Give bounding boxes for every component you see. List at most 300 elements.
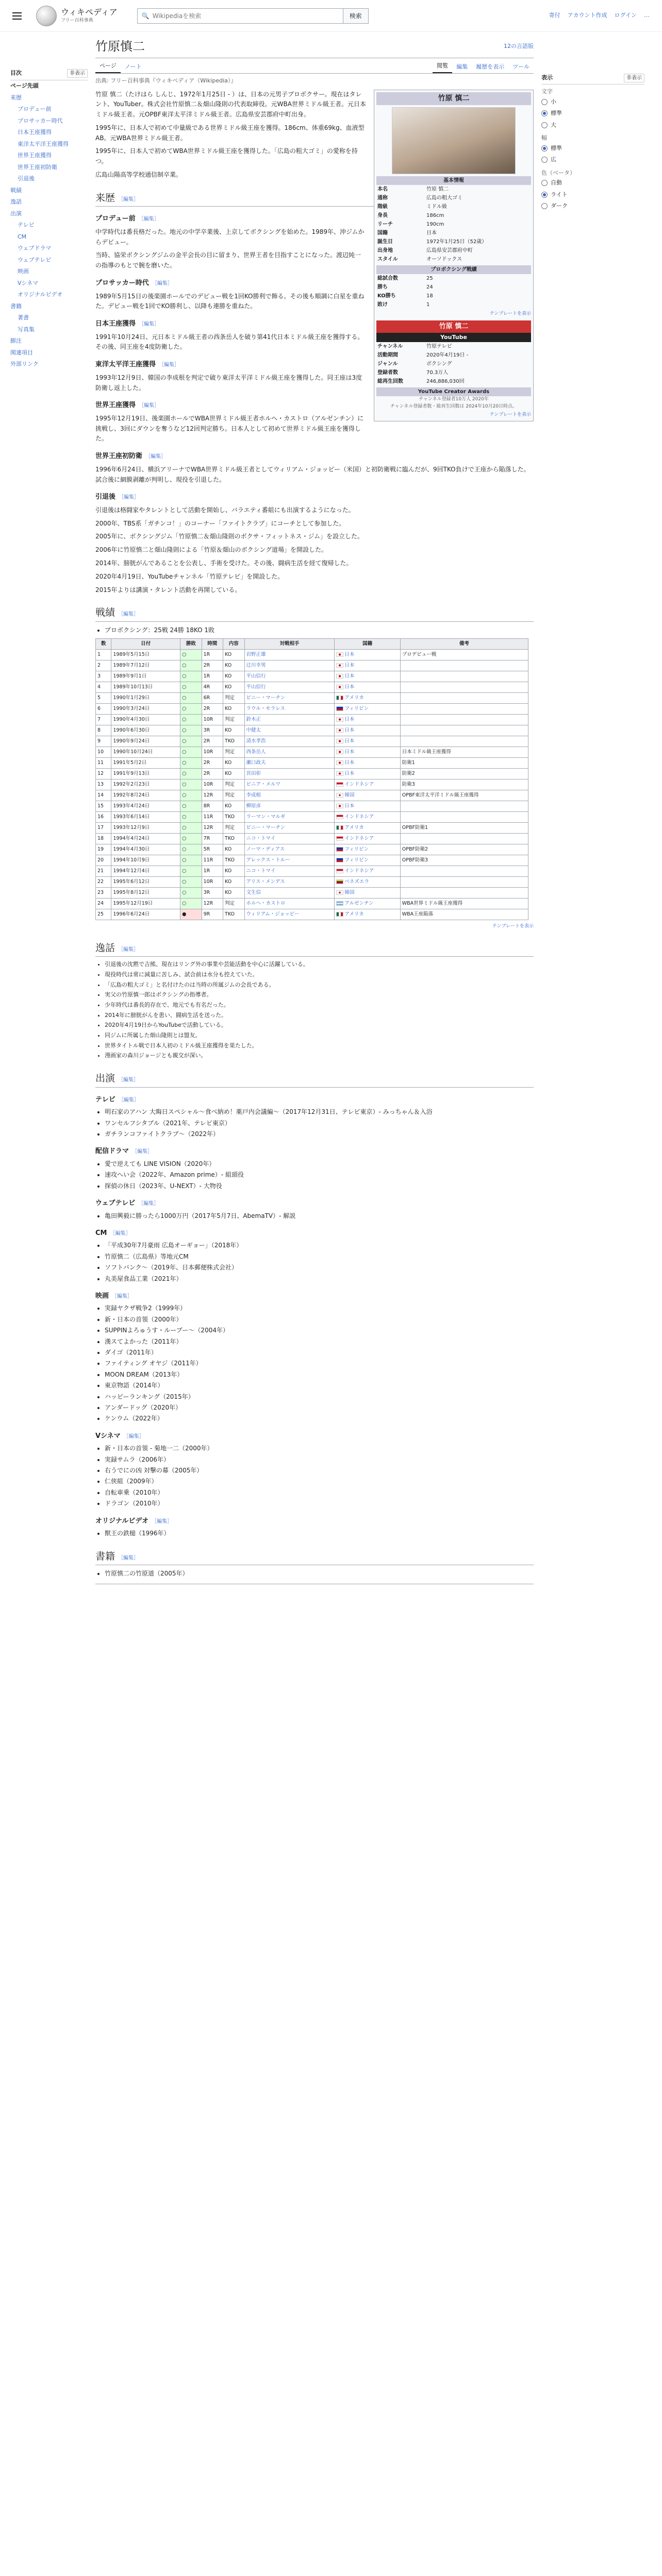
nationality-link[interactable]: フィリピン [344, 846, 369, 853]
opponent-link[interactable]: ピニア・メルワ [246, 782, 281, 788]
toc-item-link[interactable]: オリジナルビデオ [18, 291, 63, 298]
table-cell: 14 [96, 790, 111, 801]
table-cell: 1992年8月24日 [111, 790, 180, 801]
toc-item[interactable] [10, 243, 88, 255]
text-small-option[interactable]: 小 [541, 96, 644, 108]
infobox-row-value: 広島県安芸郡府中町 [426, 247, 473, 253]
toc-item-link[interactable]: 東洋太平洋王座獲得 [18, 140, 69, 147]
table-cell: 判定 [223, 693, 244, 704]
table-cell: 6 [96, 704, 111, 715]
record-template-link[interactable]: テンプレートを表示 [492, 924, 534, 929]
infobox-template-link[interactable]: テンプレートを表示 [489, 311, 531, 316]
edit-link[interactable]: ［編集］ [123, 1433, 144, 1439]
infobox-row-value: 竹原テレビ [426, 344, 452, 349]
tab-page[interactable]: ページ [95, 60, 121, 74]
toc-item-link[interactable]: プロデュー前 [18, 106, 52, 112]
table-cell[interactable] [244, 715, 335, 725]
table-cell[interactable] [244, 909, 335, 920]
film-item: • MOON DREAM（2013年） [105, 1369, 534, 1380]
opponent-link[interactable]: ニコ・トマイ [246, 836, 276, 842]
table-cell: 8 [96, 725, 111, 736]
table-cell: 9R [202, 909, 223, 920]
text-standard-option[interactable]: 標準 [541, 108, 644, 120]
table-cell[interactable] [244, 671, 335, 682]
tab-talk[interactable]: ノート [124, 63, 142, 70]
table-cell: KO [223, 866, 244, 877]
table-row [96, 801, 528, 812]
vcinema-item: • ドラゴン（2010年） [105, 1498, 534, 1509]
table-cell[interactable] [244, 693, 335, 704]
opponent-link[interactable]: 柳原彦 [246, 803, 261, 809]
nationality-link[interactable]: 日本 [344, 717, 355, 723]
nationality-link[interactable]: 韓国 [344, 890, 355, 896]
table-cell: ● [180, 909, 202, 920]
opponent-link[interactable]: ラウル・モラレス [246, 706, 285, 712]
infobox-row [376, 368, 531, 377]
table-cell [335, 866, 400, 877]
portrait-photo[interactable] [392, 107, 516, 174]
toc-item[interactable] [10, 335, 88, 347]
edit-link[interactable]: ［編集］ [112, 1293, 133, 1299]
infobox-row [376, 246, 531, 255]
site-name: ウィキペディア [61, 7, 118, 17]
table-cell[interactable] [244, 834, 335, 844]
opponent-link[interactable]: 鈴木正 [246, 717, 261, 723]
nationality-link[interactable]: アメリカ [344, 695, 364, 701]
table-cell: KO [223, 660, 244, 671]
infobox-row-key: 登録者数 [377, 370, 398, 376]
toc-item-link[interactable]: ウェブテレビ [18, 256, 52, 263]
toc-item-link[interactable]: テレビ [18, 222, 35, 228]
edit-link[interactable]: ［編集］ [132, 1149, 153, 1155]
opponent-link[interactable]: アレックス・トルー [246, 857, 290, 863]
color-dark-option[interactable]: ダーク [541, 200, 644, 212]
nationality-link[interactable]: ベネズエラ [344, 879, 369, 885]
nationality-link[interactable]: アメリカ [344, 911, 364, 918]
infobox-row-value: 竹原 慎二 [426, 186, 449, 192]
text-large-option[interactable]: 大 [541, 120, 644, 131]
globe-icon [36, 6, 57, 26]
nationality-link[interactable]: インドネシア [344, 836, 374, 842]
table-row [96, 758, 528, 769]
table-cell[interactable] [244, 736, 335, 747]
table-cell: 1994年4月30日 [111, 844, 180, 855]
edit-link[interactable]: ［編集］ [118, 612, 139, 618]
para: 2000年、TBS系「ガチンコ！」のコーナー「ファイトクラブ」にコーチとして参加した。 [95, 519, 345, 527]
wikipedia-logo[interactable] [36, 6, 118, 26]
edit-link[interactable]: ［編集］ [138, 216, 159, 223]
infobox-row-value: ミドル級 [426, 204, 447, 210]
more-icon[interactable]: … [644, 12, 650, 19]
table-row [96, 682, 528, 693]
edit-link[interactable]: ［編集］ [118, 1555, 139, 1561]
page-tagline: 出典: フリー百科事典『ウィキペディア（Wikipedia）』 [95, 77, 237, 84]
para: 2014年、膀胱がんであることを公表し、手術を受けた。その後、闘病生活を経て復帰した。 [95, 560, 353, 567]
infobox-row-value: 70.3万人 [426, 370, 449, 376]
infobox-row-key: 階級 [377, 204, 388, 210]
table-cell: 3 [96, 671, 111, 682]
table-cell [400, 877, 528, 888]
table-cell: KO [223, 801, 244, 812]
edit-link[interactable]: ［編集］ [118, 946, 139, 953]
edit-link[interactable]: ［編集］ [118, 1077, 139, 1083]
film-list [105, 1303, 534, 1423]
opponent-link[interactable]: ノーマ・ディアス [246, 846, 285, 853]
toc-item[interactable] [10, 278, 88, 290]
table-cell [335, 888, 400, 899]
table-cell [335, 736, 400, 747]
film-item: • アンダードッグ（2020年） [105, 1402, 534, 1413]
flag-icon [336, 890, 343, 895]
toc-item[interactable] [10, 324, 88, 336]
table-cell[interactable] [244, 823, 335, 834]
vcinema-item: • 実録サムラ（2006年） [105, 1454, 534, 1465]
table-cell: ○ [180, 801, 202, 812]
nationality-link[interactable]: インドネシア [344, 782, 374, 788]
toc-item-link[interactable]: 関連項目 [10, 349, 33, 356]
edit-link[interactable]: ［編集］ [110, 1230, 131, 1236]
table-cell[interactable] [244, 888, 335, 899]
edit-link[interactable]: ［編集］ [145, 454, 167, 460]
section-career: 来歴 ［編集］ [95, 191, 534, 207]
table-cell: OPBF防衛1 [400, 823, 528, 834]
top-bar [0, 0, 662, 32]
infobox-row-value: 25 [426, 275, 433, 281]
table-row [96, 844, 528, 855]
table-cell [335, 747, 400, 758]
nationality-link[interactable]: インドネシア [344, 814, 374, 820]
toc-item[interactable] [10, 312, 88, 324]
width-standard-option[interactable]: 標準 [541, 143, 644, 155]
section-opbf: 東洋太平洋王座獲得 ［編集］ [95, 361, 180, 369]
table-cell: 1990年1月29日 [111, 693, 180, 704]
infobox-row [376, 351, 531, 360]
infobox-pro-header: プロボクシング戦績 [376, 265, 531, 274]
edit-link[interactable]: ［編集］ [139, 403, 160, 409]
table-cell: 12R [202, 823, 223, 834]
para: 1989年5月15日の後楽園ホールでのデビュー戦を1回KO勝利で飾る。その後も順調に白星を重ねた。デビュー戦を1回でKO勝利し、以降も連勝を重ねた。 [95, 292, 365, 310]
toc-item[interactable] [10, 347, 88, 359]
infobox-row-key: 敗け [377, 301, 388, 308]
opponent-link[interactable]: 清水孝浩 [246, 738, 266, 744]
toc-item-link[interactable]: ウェブドラマ [18, 245, 52, 251]
table-cell: 1995年8月12日 [111, 888, 180, 899]
table-cell [400, 725, 528, 736]
nationality-link[interactable]: インドネシア [344, 868, 374, 874]
main-menu-button[interactable] [12, 9, 27, 23]
nationality-link[interactable]: 日本 [344, 738, 355, 744]
login-link[interactable]: ログイン [614, 12, 637, 19]
flag-icon [336, 685, 343, 689]
table-cell: 1993年4月24日 [111, 801, 180, 812]
toc-item[interactable] [10, 80, 88, 92]
flag-icon [336, 912, 343, 917]
youtube-award: YouTube Creator Awards [376, 387, 531, 396]
table-row [96, 888, 528, 899]
section-ov: オリジナルビデオ ［編集］ [95, 1517, 173, 1525]
nationality-link[interactable]: アメリカ [344, 825, 364, 831]
toc-item[interactable] [10, 219, 88, 231]
infobox-basic-header: 基本情報 [376, 176, 531, 185]
toc-item-link[interactable]: 写真集 [18, 326, 35, 333]
table-row [96, 812, 528, 823]
youtube-template-link[interactable]: テンプレートを表示 [489, 412, 531, 417]
table-cell: ○ [180, 769, 202, 779]
section-cm: CM ［編集］ [95, 1229, 131, 1237]
flag-icon [336, 879, 343, 884]
toc-item-link[interactable]: Vシネマ [18, 279, 39, 286]
youtube-header: 竹原 慎二 [376, 320, 531, 333]
para: 1995年12月19日、後楽園ホールでWBA世界ミドル級王者ホルヘ・カストロ（アルゼンチン）に挑戦し、3回にダウンを奪うなど12回判定勝ち。日本人として初めて世界ミドル級王座を獲得した。 [95, 414, 364, 443]
table-cell: 1994年4月24日 [111, 834, 180, 844]
toc-item[interactable] [10, 196, 88, 208]
table-cell: 11R [202, 812, 223, 823]
edit-link[interactable]: ［編集］ [118, 196, 139, 202]
donate-link[interactable]: 寄付 [549, 12, 560, 19]
table-cell[interactable] [244, 790, 335, 801]
nationality-link[interactable]: 日本 [344, 771, 355, 777]
toc-item-link[interactable]: 来歴 [10, 94, 22, 101]
toc-item-link[interactable]: ページ先頭 [10, 82, 39, 89]
width-wide-option[interactable]: 広 [541, 154, 644, 166]
toc-item-link[interactable]: 出演 [10, 210, 22, 217]
tab-tools[interactable]: ツール [512, 63, 529, 70]
table-cell: 17 [96, 823, 111, 834]
flag-icon [336, 717, 343, 722]
table-cell[interactable] [244, 812, 335, 823]
section-record: 戦績 ［編集］ [95, 605, 534, 622]
table-row [96, 877, 528, 888]
table-cell: 10R [202, 715, 223, 725]
para: 1993年12月9日、韓国の李成根を判定で破り東洋太平洋ミドル級王座を獲得した。同王座は3度防衛し返上した。 [95, 374, 362, 392]
toc-item[interactable] [10, 359, 88, 370]
nationality-link[interactable]: フィリピン [344, 706, 369, 712]
opponent-link[interactable]: ビニー・マーチン [246, 695, 286, 701]
table-cell: 日本ミドル級王座獲得 [400, 747, 528, 758]
table-cell [400, 801, 528, 812]
table-cell[interactable] [244, 844, 335, 855]
table-cell[interactable] [244, 758, 335, 769]
section-japan: 日本王座獲得 ［編集］ [95, 320, 160, 328]
opponent-link[interactable]: ビニー・マーチン [246, 825, 286, 831]
anecdote-item: • 少年時代は番長的存在で、地元でも有名だった。 [105, 1001, 534, 1010]
anecdote-item: • 漫画家の森川ジョージとも親交が深い。 [105, 1051, 534, 1061]
opponent-link[interactable]: 岩野正雄 [246, 652, 266, 658]
table-row [96, 747, 528, 758]
appearance-hide-button[interactable]: 非表示 [624, 74, 644, 82]
infobox [374, 90, 534, 421]
toc-item[interactable] [10, 127, 88, 139]
ov-item: • 獣王の鉄槌（1996年） [105, 1528, 534, 1538]
toc-item[interactable] [10, 115, 88, 127]
table-cell: ○ [180, 693, 202, 704]
table-cell: 12R [202, 790, 223, 801]
flag-icon [336, 706, 343, 711]
table-cell: 5 [96, 693, 111, 704]
toc-item-link[interactable]: 引退後 [18, 175, 35, 182]
opponent-link[interactable]: 瀬口政夫 [246, 760, 266, 766]
infobox-row [376, 283, 531, 292]
table-cell [400, 671, 528, 682]
toc-item[interactable] [10, 139, 88, 150]
toc-item-link[interactable]: 世界王座初防衛 [18, 163, 57, 171]
table-cell [400, 812, 528, 823]
nationality-link[interactable]: アルゼンチン [344, 901, 374, 907]
table-header: 時間 [202, 639, 223, 650]
toc-item-link[interactable]: 世界王座獲得 [18, 152, 52, 159]
tab-edit[interactable]: 編集 [456, 63, 468, 70]
table-cell: OPBF防衛2 [400, 844, 528, 855]
opponent-link[interactable]: 辻川幸男 [246, 663, 266, 669]
toc-item[interactable] [10, 150, 88, 162]
nationality-link[interactable]: 日本 [344, 684, 355, 690]
table-cell[interactable] [244, 725, 335, 736]
infobox-row-key: 通称 [377, 195, 388, 201]
infobox-pro-rows [376, 274, 531, 309]
toc-item-link[interactable]: 逸話 [10, 198, 22, 205]
table-cell: 1992年2月23日 [111, 779, 180, 790]
opponent-link[interactable]: ウィリアム・ジョッピー [246, 911, 300, 918]
table-row [96, 671, 528, 682]
table-header: 勝敗 [180, 639, 202, 650]
infobox-row [376, 292, 531, 300]
nationality-link[interactable]: 日本 [344, 673, 355, 680]
search-button[interactable]: 検索 [343, 8, 369, 24]
table-cell: ○ [180, 899, 202, 909]
toc-item-link[interactable]: 書籍 [10, 302, 22, 310]
nationality-link[interactable]: フィリピン [344, 857, 369, 863]
table-cell[interactable] [244, 704, 335, 715]
opponent-link[interactable]: 平山信行 [246, 673, 266, 680]
opponent-link[interactable]: ラーマン・マルギ [246, 814, 286, 820]
opponent-link[interactable]: 李成根 [246, 792, 261, 799]
edit-link[interactable]: ［編集］ [152, 1518, 173, 1524]
create-account-link[interactable]: アカウント作成 [567, 12, 607, 19]
section-webtv: ウェブテレビ ［編集］ [95, 1199, 159, 1208]
opponent-link[interactable]: ホルヘ・カストロ [246, 901, 286, 907]
edit-link[interactable]: ［編集］ [118, 1097, 139, 1103]
infobox-row-key: 誕生日 [377, 239, 393, 245]
table-cell: ○ [180, 758, 202, 769]
opponent-link[interactable]: 宮田彰 [246, 771, 261, 777]
toc-item[interactable] [10, 162, 88, 174]
retire-paragraphs [95, 505, 534, 596]
table-cell: ○ [180, 779, 202, 790]
opponent-link[interactable]: アリス・メンデス [246, 879, 285, 885]
table-cell[interactable] [244, 650, 335, 660]
section-prosoccer: プロサッカー時代 ［編集］ [95, 279, 173, 287]
toc-item-link[interactable]: CM [18, 233, 27, 240]
toc-item[interactable] [10, 231, 88, 243]
toc-item-link[interactable]: 映画 [18, 268, 29, 275]
language-button[interactable]: 12の言語版 [504, 42, 534, 49]
table-cell [335, 801, 400, 812]
table-cell[interactable] [244, 801, 335, 812]
toc-item[interactable] [10, 208, 88, 220]
table-cell[interactable] [244, 866, 335, 877]
nationality-link[interactable]: 日本 [344, 749, 355, 755]
toc-item-link[interactable]: 日本王座獲得 [18, 129, 52, 135]
nationality-link[interactable]: 日本 [344, 663, 355, 669]
table-cell [335, 704, 400, 715]
table-cell[interactable] [244, 779, 335, 790]
toc-item[interactable] [10, 173, 88, 185]
toc-item-link[interactable]: 脚注 [10, 337, 22, 344]
toc-item-link[interactable]: 戦績 [10, 187, 22, 194]
tv-item: • 明石家のアハン 大晦日スペシャル〜食べ納め！薬戸内会議編〜（2017年12月31日、テレビ東京）- みっちゃん＆入浴 [105, 1107, 534, 1117]
opponent-link[interactable]: ニコ・トマイ [246, 868, 276, 874]
toc-item[interactable] [10, 266, 88, 278]
table-cell [335, 855, 400, 866]
nationality-link[interactable]: 日本 [344, 760, 355, 766]
opponent-link[interactable]: 西条岳人 [246, 749, 266, 755]
opponent-link[interactable]: 文生信 [246, 890, 261, 896]
edit-link[interactable]: ［編集］ [152, 281, 173, 287]
toc-item[interactable] [10, 301, 88, 313]
table-cell [400, 866, 528, 877]
section-world: 世界王座獲得 ［編集］ [95, 401, 160, 410]
edit-link[interactable]: ［編集］ [119, 495, 140, 501]
toc-item-link[interactable]: プロサッカー時代 [18, 117, 63, 124]
nationality-link[interactable]: 日本 [344, 803, 355, 809]
table-row [96, 650, 528, 660]
table-cell[interactable] [244, 660, 335, 671]
appearance-panel [541, 67, 644, 212]
toc-item[interactable] [10, 255, 88, 266]
opponent-link[interactable]: 平山信行 [246, 684, 266, 690]
nationality-link[interactable]: 日本 [344, 727, 355, 734]
toc-item-link[interactable]: 外部リンク [10, 361, 39, 367]
table-cell[interactable] [244, 769, 335, 779]
toc-hide-button[interactable]: 非表示 [67, 69, 88, 78]
edit-link[interactable]: ［編集］ [138, 1201, 159, 1207]
table-cell[interactable] [244, 855, 335, 866]
toc-item-link[interactable]: 著書 [18, 314, 29, 321]
edit-link[interactable]: ［編集］ [139, 321, 160, 328]
film-item: • ケンウム（2022年） [105, 1413, 534, 1423]
table-row [96, 715, 528, 725]
edit-link[interactable]: ［編集］ [159, 362, 180, 368]
table-cell[interactable] [244, 682, 335, 693]
toc-item[interactable] [10, 289, 88, 301]
table-cell: ○ [180, 855, 202, 866]
site-tagline: フリー百科事典 [61, 18, 93, 24]
table-cell: 1993年12月9日 [111, 823, 180, 834]
table-cell: 判定 [223, 747, 244, 758]
infobox-row [376, 220, 531, 229]
para: 1996年6月24日、横浜アリーナでWBA世界ミドル級王者としてウィリアム・ジョッピー（米国）と初防衛戦に臨んだが、9回TKO負けで王座から陥落した。試合後に網膜剥離が判明し、現役を引退した。 [95, 465, 530, 483]
tab-read[interactable]: 閲覧 [433, 60, 452, 74]
color-auto-option[interactable]: 自動 [541, 177, 644, 189]
opponent-link[interactable]: 中健太 [246, 727, 261, 734]
toc-item[interactable] [10, 104, 88, 115]
table-cell[interactable] [244, 899, 335, 909]
infobox-row [376, 238, 531, 246]
color-light-option[interactable]: ライト [541, 189, 644, 201]
toc-item[interactable] [10, 185, 88, 197]
table-cell [335, 790, 400, 801]
table-cell[interactable] [244, 877, 335, 888]
nationality-link[interactable]: 韓国 [344, 792, 355, 799]
table-cell[interactable] [244, 747, 335, 758]
toc-item[interactable] [10, 92, 88, 104]
webdrama-list [105, 1159, 534, 1191]
film-item: • 東京物語（2014年） [105, 1380, 534, 1391]
tab-history[interactable]: 履歴を表示 [476, 63, 505, 70]
nationality-link[interactable]: 日本 [344, 652, 355, 658]
table-cell [335, 715, 400, 725]
search-input[interactable] [153, 12, 339, 20]
